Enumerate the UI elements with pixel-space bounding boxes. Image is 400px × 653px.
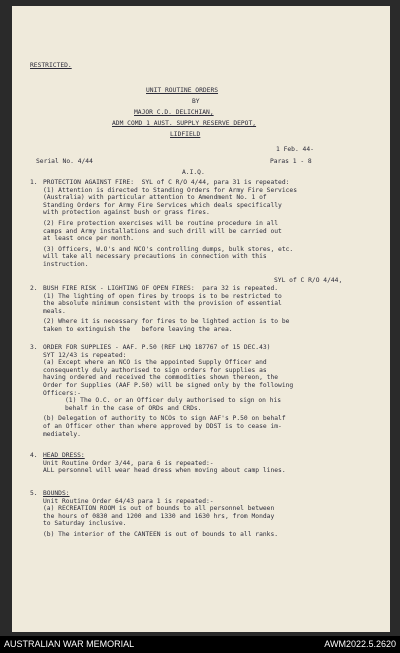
section-line: Standing Orders for Army Fire Services which deals specifically bbox=[43, 201, 282, 209]
section-line: (1) The O.C. or an Officer duly authorised to sign on his bbox=[65, 397, 282, 405]
section-line: Unit Routine Order 3/44, para 6 is repeated:- bbox=[43, 459, 214, 467]
section-number: 5. bbox=[30, 490, 38, 497]
section-line: with protection against bush or grass fires. bbox=[43, 209, 210, 217]
section-line: SYT 12/43 is repeated: bbox=[43, 351, 127, 359]
paras-range: Paras 1 - 8 bbox=[270, 158, 312, 165]
document-page bbox=[12, 6, 390, 632]
section-ref: SYL of C R/O 4/44, bbox=[274, 277, 343, 284]
section-line: ALL personnel will wear head dress when moving about camp lines. bbox=[43, 467, 286, 475]
classification-label: RESTRICTED. bbox=[30, 62, 72, 69]
section-line: mediately. bbox=[43, 430, 81, 438]
section-heading: HEAD DRESS: bbox=[43, 452, 85, 459]
section-heading: BOUNDS: bbox=[43, 490, 70, 497]
section-line: behalf in the case of ORDs and CRDs. bbox=[65, 404, 202, 412]
section-heading: BUSH FIRE RISK - LIGHTING OF OPEN FIRES: para 32 is repeated. bbox=[43, 285, 279, 292]
archive-reference: AWM2022.5.2620 bbox=[324, 639, 396, 649]
section-line: having ordered and received the commodities shown thereon, the bbox=[43, 374, 279, 382]
section-line: of an Officer other than where approved by DDST is to cease im- bbox=[43, 422, 282, 430]
document-date: 1 Feb. 44- bbox=[276, 146, 314, 153]
section-line: the absolute minimum consistent with the provision of essential bbox=[43, 300, 282, 308]
section-line: (1) The lighting of open fires by troops is to be restricted to bbox=[43, 292, 282, 300]
section-line: (Australia) with particular attention to Amendment No. 1 of bbox=[43, 194, 267, 202]
section-line: Order for Supplies (AAF P.50) will be signed only by the following bbox=[43, 381, 294, 389]
section-number: 4. bbox=[30, 452, 38, 459]
section-line: camps and Army installations and such drill will be carried out bbox=[43, 227, 282, 235]
section-line: to Saturday inclusive. bbox=[43, 520, 127, 528]
document-title: UNIT ROUTINE ORDERS bbox=[146, 87, 219, 94]
section-line: (b) Delegation of authority to NCOs to sign AAF's P.50 on behalf bbox=[43, 415, 286, 423]
section-line: (3) Officers, W.O's and NCO's controlling dumps, bulk stores, etc. bbox=[43, 245, 294, 253]
section-heading: ORDER FOR SUPPLIES - AAF. P.50 (REF LHQ 187767 of 15 DEC.43) bbox=[43, 344, 271, 351]
section-number: 2. bbox=[30, 285, 38, 292]
place-name: LIDFIELD bbox=[170, 131, 201, 138]
officer-name: MAJOR C.D. DELICHIAN, bbox=[134, 109, 214, 116]
section-number: 1. bbox=[30, 179, 38, 186]
section-line: instruction. bbox=[43, 260, 89, 268]
section-heading: PROTECTION AGAINST FIRE: SYL of C R/O 4/44, para 31 is repeated: bbox=[43, 179, 290, 186]
serial-number: Serial No. 4/44 bbox=[36, 158, 93, 165]
section-line: Unit Routine Order 64/43 para 1 is repeated:- bbox=[43, 497, 214, 505]
section-line: (2) Fire protection exercises will be routine procedure in all bbox=[43, 219, 279, 227]
section-line: (a) Except where an NCO is the appointed Supply Officer and bbox=[43, 359, 267, 367]
section-line: will take all necessary precautions in connection with this bbox=[43, 253, 267, 261]
unit-name: ADM COMD 1 AUST. SUPPLY RESERVE DEPOT, bbox=[112, 120, 257, 127]
section-line: at least once per month. bbox=[43, 235, 134, 243]
section-number: 3. bbox=[30, 344, 38, 351]
section-line: Officers:- bbox=[43, 389, 81, 397]
section-line: (2) Where it is necessary for fires to be lighted action is to be bbox=[43, 318, 290, 326]
archive-name: AUSTRALIAN WAR MEMORIAL bbox=[4, 639, 135, 649]
section-line: meals. bbox=[43, 307, 66, 315]
section-line: the hours of 0830 and 1200 and 1330 and 1630 hrs, from Monday bbox=[43, 512, 275, 520]
section-line: taken to extinguish the before leaving the area. bbox=[43, 325, 233, 333]
section-subhead: A.I.Q. bbox=[182, 169, 205, 176]
archive-caption-bar bbox=[0, 636, 400, 653]
section-line: (a) RECREATION ROOM is out of bounds to all personnel between bbox=[43, 505, 275, 513]
section-line: (b) The interior of the CANTEEN is out of bounds to all ranks. bbox=[43, 530, 279, 538]
by-label: BY bbox=[192, 98, 200, 105]
section-line: (1) Attention is directed to Standing Orders for Army Fire Services bbox=[43, 186, 298, 194]
section-line: consequently duly authorised to sign orders for supplies as bbox=[43, 366, 267, 374]
